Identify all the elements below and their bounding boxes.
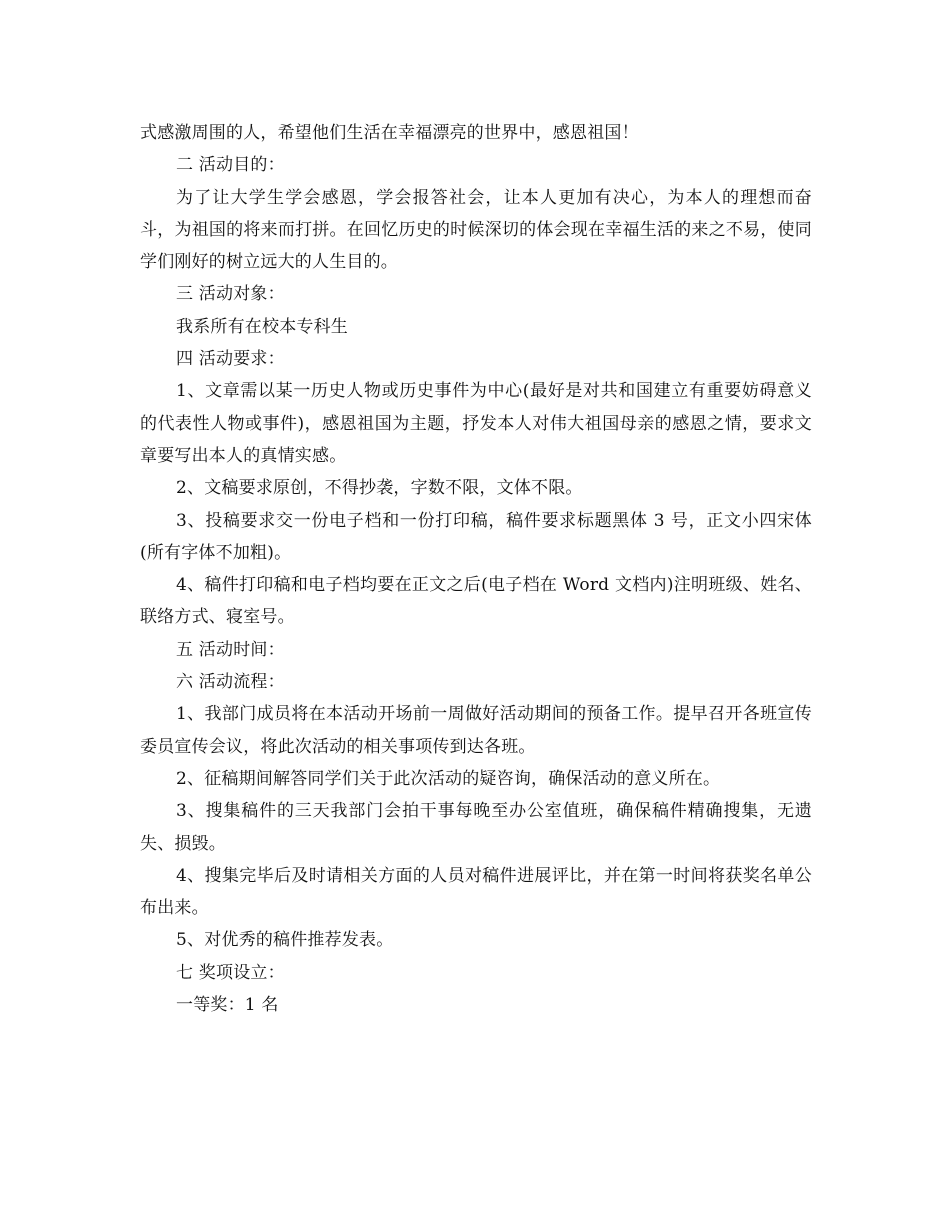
- section-heading-process: 六 活动流程：: [176, 672, 285, 693]
- section-heading-requirements: 四 活动要求：: [176, 349, 285, 370]
- requirement-item-2: 2、文稿要求原创，不得抄袭，字数不限，文体不限。: [176, 478, 583, 499]
- requirement-item-3: 3、投稿要求交一份电子档和一份打印稿，稿件要求标题黑体 3 号，正文小四宋体(所有字体不加粗)。: [140, 510, 812, 563]
- process-item-3: 3、搜集稿件的三天我部门会拍干事每晚至办公室值班，确保稿件精确搜集，无遗失、损毁。: [140, 801, 812, 854]
- section-heading-time: 五 活动时间：: [176, 639, 285, 660]
- section-heading-awards: 七 奖项设立：: [176, 962, 285, 983]
- process-item-1: 1、我部门成员将在本活动开场前一周做好活动期间的预备工作。提早召开各班宣传委员宣传会议，将此次活动的相关事项传到达各班。: [140, 704, 812, 757]
- requirement-item-4: 4、稿件打印稿和电子档均要在正文之后(电子档在 Word 文档内)注明班级、姓名、联络方式、寝室号。: [140, 575, 812, 628]
- process-item-4: 4、搜集完毕后及时请相关方面的人员对稿件进展评比，并在第一时间将获奖名单公布出来。: [140, 865, 812, 919]
- process-item-2: 2、征稿期间解答同学们关于此次活动的疑咨询，确保活动的意义所在。: [176, 768, 721, 789]
- paragraph-audience: 我系所有在校本专科生: [176, 316, 348, 337]
- paragraph-purpose: 为了让大学生学会感恩，学会报答社会，让本人更加有决心，为本人的理想而奋斗，为祖国的将来而打拼。在回忆历史的时候深切的体会现在幸福生活的来之不易，使同学们刚好的树立远大的人生目的。: [140, 187, 812, 273]
- document-body: [140, 117, 812, 1021]
- requirement-item-1: 1、文章需以某一历史人物或历史事件为中心(最好是对共和国建立有重要妨碍意义的代表性人物或事件)，感恩祖国为主题，抒发本人对伟大祖国母亲的感恩之情，要求文章要写出本人的真情实感。: [140, 381, 812, 466]
- process-item-5: 5、对优秀的稿件推荐发表。: [176, 930, 394, 951]
- award-item-first-prize: 一等奖：1 名: [176, 995, 279, 1016]
- section-heading-audience: 三 活动对象：: [176, 284, 285, 305]
- paragraph-intro-continuation: 式感激周围的人，希望他们生活在幸福漂亮的世界中，感恩祖国！: [140, 123, 639, 143]
- section-heading-purpose: 二 活动目的：: [176, 155, 285, 176]
